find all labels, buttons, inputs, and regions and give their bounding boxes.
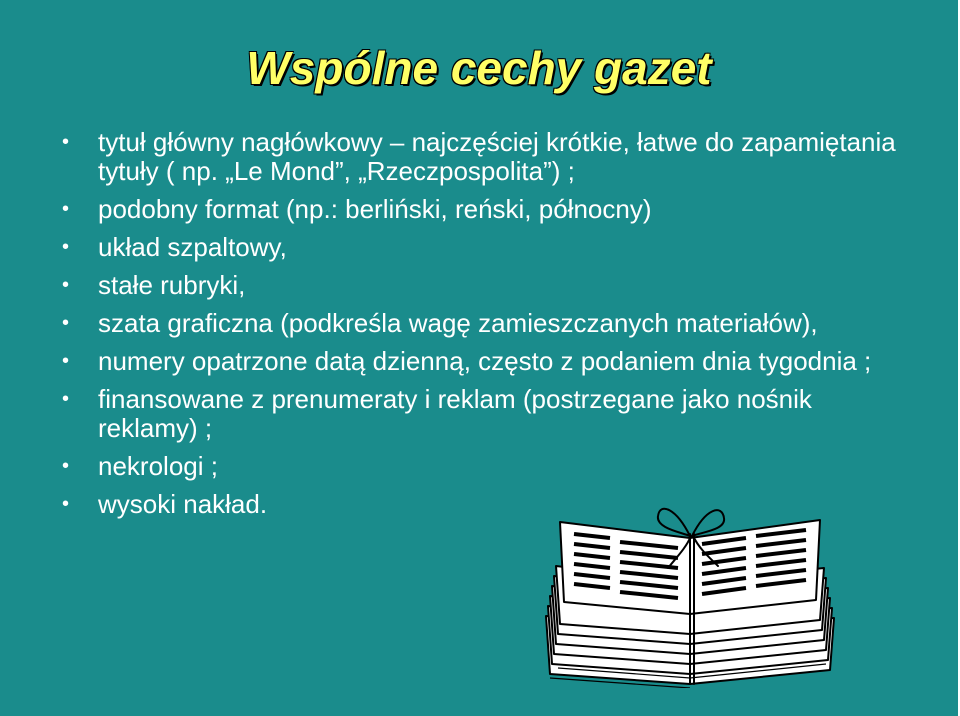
bullet-text: wysoki nakład. (98, 489, 268, 519)
bullet-text: finansowane z prenumeraty i reklam (postrzegane jako nośnik reklamy) ; (98, 384, 812, 443)
bullet-dot: • (62, 350, 70, 372)
newspaper-stack-icon (540, 498, 840, 688)
bullet-text: nekrologi ; (98, 451, 218, 481)
bullet-dot: • (62, 312, 70, 334)
bullet-item (58, 195, 918, 224)
bullet-text: podobny format (np.: berliński, reński, północny) (98, 194, 652, 224)
slide-title: Wspólne cechy gazet (246, 42, 712, 94)
bullet-dot: • (62, 388, 70, 410)
bullet-dot: • (62, 198, 70, 220)
bullet-item (58, 309, 918, 338)
bullet-list (58, 128, 918, 528)
bullet-dot: • (62, 236, 70, 258)
bullet-item (58, 347, 918, 376)
bullet-text: numery opatrzone datą dzienną, często z podaniem dnia tygodnia ; (98, 346, 872, 376)
bullet-dot: • (62, 274, 70, 296)
bullet-item (58, 385, 918, 443)
bullet-item (58, 271, 918, 300)
bullet-text: układ szpaltowy, (98, 232, 287, 262)
bullet-item (58, 128, 918, 186)
bullet-item (58, 452, 918, 481)
bullet-item (58, 233, 918, 262)
bullet-dot: • (62, 131, 70, 153)
bullet-dot: • (62, 493, 70, 515)
bullet-text: tytuł główny nagłówkowy – najczęściej krótkie, łatwe do zapamiętania tytuły ( np. „Le Mond”, „Rzeczpospolita”) ; (98, 127, 896, 186)
bullet-text: stałe rubryki, (98, 270, 246, 300)
bullet-text: szata graficzna (podkreśla wagę zamieszczanych materiałów), (98, 308, 818, 338)
bullet-dot: • (62, 455, 70, 477)
